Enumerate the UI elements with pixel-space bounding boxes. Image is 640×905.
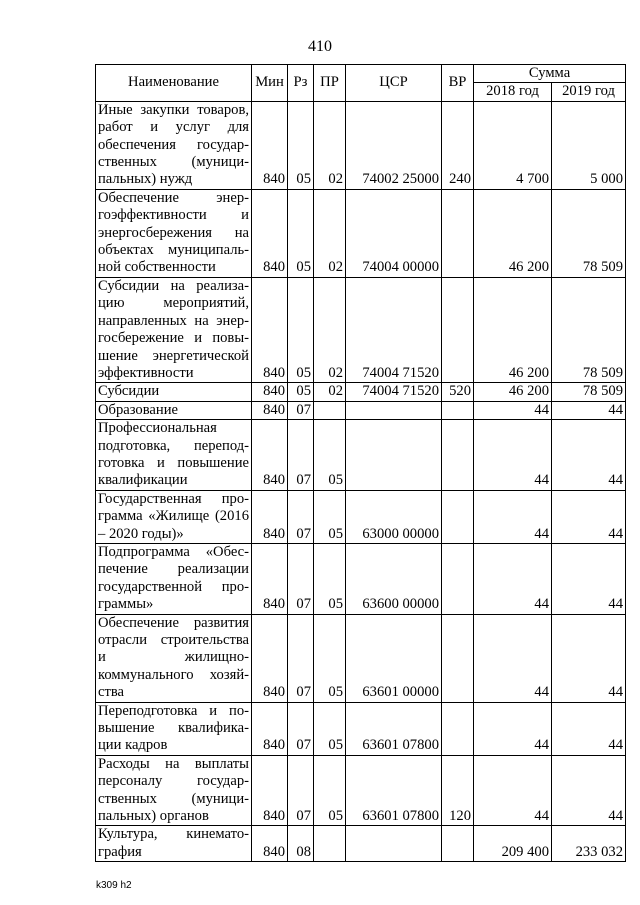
row-name: Культура, кинемато- графия <box>96 826 252 862</box>
row-min: 840 <box>252 101 288 189</box>
row-vr <box>442 702 474 755</box>
row-csr <box>346 826 442 862</box>
row-rz: 05 <box>288 189 314 277</box>
header-rz: Рз <box>288 65 314 102</box>
row-name: Субсидии <box>96 383 252 401</box>
row-vr <box>442 826 474 862</box>
row-sum-2019: 233 032 <box>552 826 626 862</box>
row-name: Государственная про- грамма «Жилище (2016 – 2020 годы)» <box>96 490 252 543</box>
row-name: Переподготовка и по- вышение квалифика- ции кадров <box>96 702 252 755</box>
row-rz: 05 <box>288 383 314 401</box>
row-name: Обеспечение энер- гоэффективности и энергосбережения на объектах муниципаль- ной собственности <box>96 189 252 277</box>
row-sum-2019: 44 <box>552 490 626 543</box>
row-sum-2019: 78 509 <box>552 383 626 401</box>
row-csr <box>346 401 442 419</box>
row-pr <box>314 401 346 419</box>
row-sum-2019: 44 <box>552 420 626 491</box>
row-min: 840 <box>252 543 288 614</box>
row-sum-2018: 44 <box>474 614 552 702</box>
row-rz: 08 <box>288 826 314 862</box>
row-rz: 07 <box>288 490 314 543</box>
row-vr <box>442 189 474 277</box>
row-pr: 05 <box>314 490 346 543</box>
row-pr: 05 <box>314 420 346 491</box>
table-row <box>96 755 626 826</box>
row-sum-2018: 4 700 <box>474 101 552 189</box>
row-sum-2019: 78 509 <box>552 189 626 277</box>
header-vr: ВР <box>442 65 474 102</box>
row-name: Подпрограмма «Обес- печение реализации государственной про- граммы» <box>96 543 252 614</box>
row-csr: 74002 25000 <box>346 101 442 189</box>
row-sum-2018: 46 200 <box>474 189 552 277</box>
footer-code: k309 h2 <box>96 880 132 891</box>
header-min: Мин <box>252 65 288 102</box>
table-row <box>96 420 626 491</box>
row-rz: 07 <box>288 543 314 614</box>
row-rz: 07 <box>288 702 314 755</box>
row-vr <box>442 401 474 419</box>
row-name: Обеспечение развития отрасли строительства и жилищно- коммунального хозяй- ства <box>96 614 252 702</box>
row-sum-2019: 78 509 <box>552 277 626 382</box>
row-sum-2019: 44 <box>552 543 626 614</box>
row-vr: 520 <box>442 383 474 401</box>
row-sum-2019: 5 000 <box>552 101 626 189</box>
row-csr <box>346 420 442 491</box>
row-pr: 02 <box>314 277 346 382</box>
row-sum-2018: 44 <box>474 702 552 755</box>
row-rz: 07 <box>288 420 314 491</box>
row-vr <box>442 543 474 614</box>
table-row <box>96 702 626 755</box>
row-sum-2018: 44 <box>474 401 552 419</box>
budget-table <box>95 64 626 862</box>
row-csr: 74004 00000 <box>346 189 442 277</box>
table-row <box>96 189 626 277</box>
row-pr: 02 <box>314 383 346 401</box>
row-pr: 05 <box>314 543 346 614</box>
row-min: 840 <box>252 614 288 702</box>
table-body <box>96 101 626 861</box>
row-pr: 02 <box>314 189 346 277</box>
row-rz: 07 <box>288 614 314 702</box>
row-name: Профессиональная подготовка, перепод- готовка и повышение квалификации <box>96 420 252 491</box>
row-name: Образование <box>96 401 252 419</box>
row-pr <box>314 826 346 862</box>
row-csr: 74004 71520 <box>346 277 442 382</box>
header-csr: ЦСР <box>346 65 442 102</box>
table-header <box>96 65 626 102</box>
row-name: Иные закупки товаров, работ и услуг для обеспечения государ- ственных (муници- пальных) нужд <box>96 101 252 189</box>
row-name: Расходы на выплаты персоналу государ- ственных (муници- пальных) органов <box>96 755 252 826</box>
row-min: 840 <box>252 277 288 382</box>
row-rz: 05 <box>288 101 314 189</box>
row-min: 840 <box>252 826 288 862</box>
row-min: 840 <box>252 401 288 419</box>
row-pr: 05 <box>314 702 346 755</box>
row-rz: 07 <box>288 755 314 826</box>
header-sum: Сумма <box>474 65 626 83</box>
row-sum-2018: 44 <box>474 420 552 491</box>
row-csr: 63000 00000 <box>346 490 442 543</box>
header-name: Наименование <box>96 65 252 102</box>
row-min: 840 <box>252 189 288 277</box>
table-row <box>96 490 626 543</box>
table-row <box>96 543 626 614</box>
page-number: 410 <box>308 38 332 55</box>
row-min: 840 <box>252 420 288 491</box>
row-pr: 05 <box>314 614 346 702</box>
header-2019: 2019 год <box>552 83 626 101</box>
row-vr: 240 <box>442 101 474 189</box>
row-sum-2018: 44 <box>474 543 552 614</box>
table-row <box>96 401 626 419</box>
row-name: Субсидии на реализа- цию мероприятий, направленных на энер- госбережение и повы- шение энергетической эффективности <box>96 277 252 382</box>
row-rz: 07 <box>288 401 314 419</box>
row-vr <box>442 277 474 382</box>
row-csr: 63601 07800 <box>346 755 442 826</box>
header-2018: 2018 год <box>474 83 552 101</box>
row-sum-2019: 44 <box>552 401 626 419</box>
row-min: 840 <box>252 490 288 543</box>
row-vr <box>442 490 474 543</box>
row-sum-2018: 46 200 <box>474 383 552 401</box>
table-row <box>96 277 626 382</box>
row-csr: 74004 71520 <box>346 383 442 401</box>
row-pr: 02 <box>314 101 346 189</box>
row-rz: 05 <box>288 277 314 382</box>
row-sum-2019: 44 <box>552 755 626 826</box>
row-csr: 63601 00000 <box>346 614 442 702</box>
row-vr: 120 <box>442 755 474 826</box>
row-vr <box>442 420 474 491</box>
row-min: 840 <box>252 755 288 826</box>
table-row <box>96 614 626 702</box>
row-pr: 05 <box>314 755 346 826</box>
row-csr: 63600 00000 <box>346 543 442 614</box>
row-sum-2019: 44 <box>552 702 626 755</box>
row-sum-2018: 44 <box>474 755 552 826</box>
row-min: 840 <box>252 383 288 401</box>
row-sum-2019: 44 <box>552 614 626 702</box>
row-sum-2018: 209 400 <box>474 826 552 862</box>
row-sum-2018: 46 200 <box>474 277 552 382</box>
table-row <box>96 826 626 862</box>
row-sum-2018: 44 <box>474 490 552 543</box>
table-row <box>96 101 626 189</box>
row-min: 840 <box>252 702 288 755</box>
row-vr <box>442 614 474 702</box>
table-row <box>96 383 626 401</box>
row-csr: 63601 07800 <box>346 702 442 755</box>
header-pr: ПР <box>314 65 346 102</box>
